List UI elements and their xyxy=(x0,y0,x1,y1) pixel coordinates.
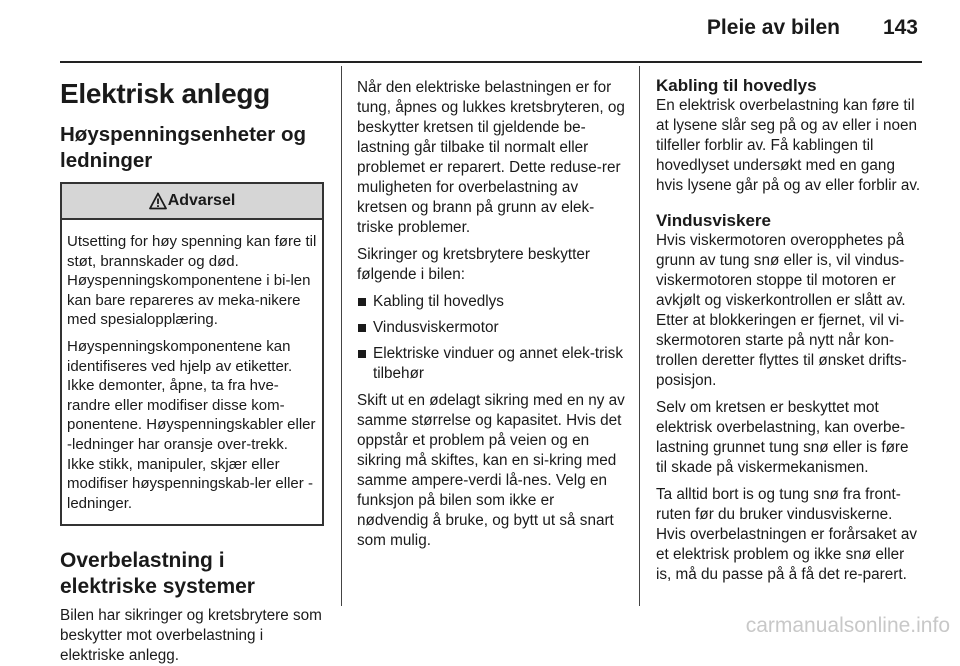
protected-items-list xyxy=(357,292,625,384)
paragraph-circuit-breaker: Når den elektriske belastningen er for tung, åpnes og lukkes kretsbryteren, og beskytter kretsen til gjeldende be-lastning går tilbake til normalt eller problemet er reparert. Dette reduse-rer muligheten for overbelastning av kretsen og brann på grunn av elek-triske problemer. xyxy=(357,79,625,236)
page-number: 143 xyxy=(882,16,918,39)
column-1 xyxy=(60,66,324,666)
subsection-title-overload: Overbelastning i elektriske systemer xyxy=(60,549,255,599)
paragraph-remove-ice: Ta alltid bort is og tung snø fra front-ruten før du bruker vindusviskerne. Hvis overbelastningen er forårsaket av et elektrisk problem og ikke snø eller is, må du passe på å få det re-parert. xyxy=(656,486,918,583)
warning-paragraph-1: Utsetting for høy spenning kan føre til støt, brannskader og død. Høyspenningskomponentene i bi-len kan bare repareres av meka-nikere med spesialopplæring. xyxy=(67,233,317,329)
watermark: carmanualsonline.info xyxy=(745,614,950,637)
warning-header xyxy=(62,184,322,220)
paragraph-wiper-damage: Selv om kretsen er beskyttet mot elektrisk overbelastning, kan overbe-lastning grunnet tung snø eller is føre til skade på viskermekanismen. xyxy=(656,399,909,476)
heading-windshield-wipers: Vindusviskere xyxy=(656,211,771,230)
subsection-title-high-voltage: Høyspenningsenheter og ledninger xyxy=(60,123,307,172)
list-item: Vindusviskermotor xyxy=(357,318,625,338)
overload-intro-paragraph: Bilen har sikringer og kretsbrytere som beskytter mot overbelastning i elektriske anlegg. xyxy=(60,607,322,665)
warning-box xyxy=(60,182,324,526)
list-item: Kabling til hovedlys xyxy=(357,292,625,312)
warning-triangle-icon xyxy=(149,192,167,210)
paragraph-headlight-wiring: En elektrisk overbelastning kan føre til at lysene slår seg på og av eller i noen tilfeller forblir av. Få kablingen til hovedlyset undersøkt med en gang hvis lysene går på og av eller forblir av. xyxy=(656,97,921,194)
header-rule xyxy=(60,61,922,63)
warning-title: Advarsel xyxy=(167,192,236,209)
column-3 xyxy=(656,66,922,585)
paragraph-replace-fuse: Skift ut en ødelagt sikring med en ny av samme størrelse og kapasitet. Hvis det oppstår et problem på veien og en sikring må skiftes, kan en si-kring med samme ampere-verdi lå-nes. Velg en funksjon på bilen som ikke er nødvendig å bruke, og bytt ut så snart som mulig. xyxy=(357,392,625,549)
heading-headlight-wiring: Kabling til hovedlys xyxy=(656,76,817,95)
column-divider-left xyxy=(341,66,342,606)
warning-paragraph-2: Høyspenningskomponentene kan identifiseres ved hjelp av etiketter. Ikke demonter, åpne, ta fra hve-randre eller modifiser disse kom-ponentene. Høyspenningskabler eller -ledninger har oransje over-trekk. Ikke stikk, manipuler, skjær eller modifiser høyspenningskab-ler eller -ledninger. xyxy=(67,337,316,512)
column-divider-right xyxy=(639,66,640,606)
paragraph-protects-following: Sikringer og kretsbrytere beskytter følgende i bilen: xyxy=(357,246,590,283)
section-title: Elektrisk anlegg xyxy=(60,78,270,109)
running-header-title: Pleie av bilen xyxy=(706,16,840,39)
column-2 xyxy=(357,66,625,551)
list-item: Elektriske vinduer og annet elek-trisk tilbehør xyxy=(357,344,625,384)
paragraph-wiper-motor: Hvis viskermotoren overopphetes på grunn av tung snø eller is, vil vindus-viskermotoren stoppe til motoren er avkjølt og viskerkontrollen er slått av. Etter at blokkeringen er fjernet, vil vi-skermotoren starte på nytt når kon-trollen deretter flyttes til ønsket drifts-posisjon. xyxy=(656,232,907,389)
